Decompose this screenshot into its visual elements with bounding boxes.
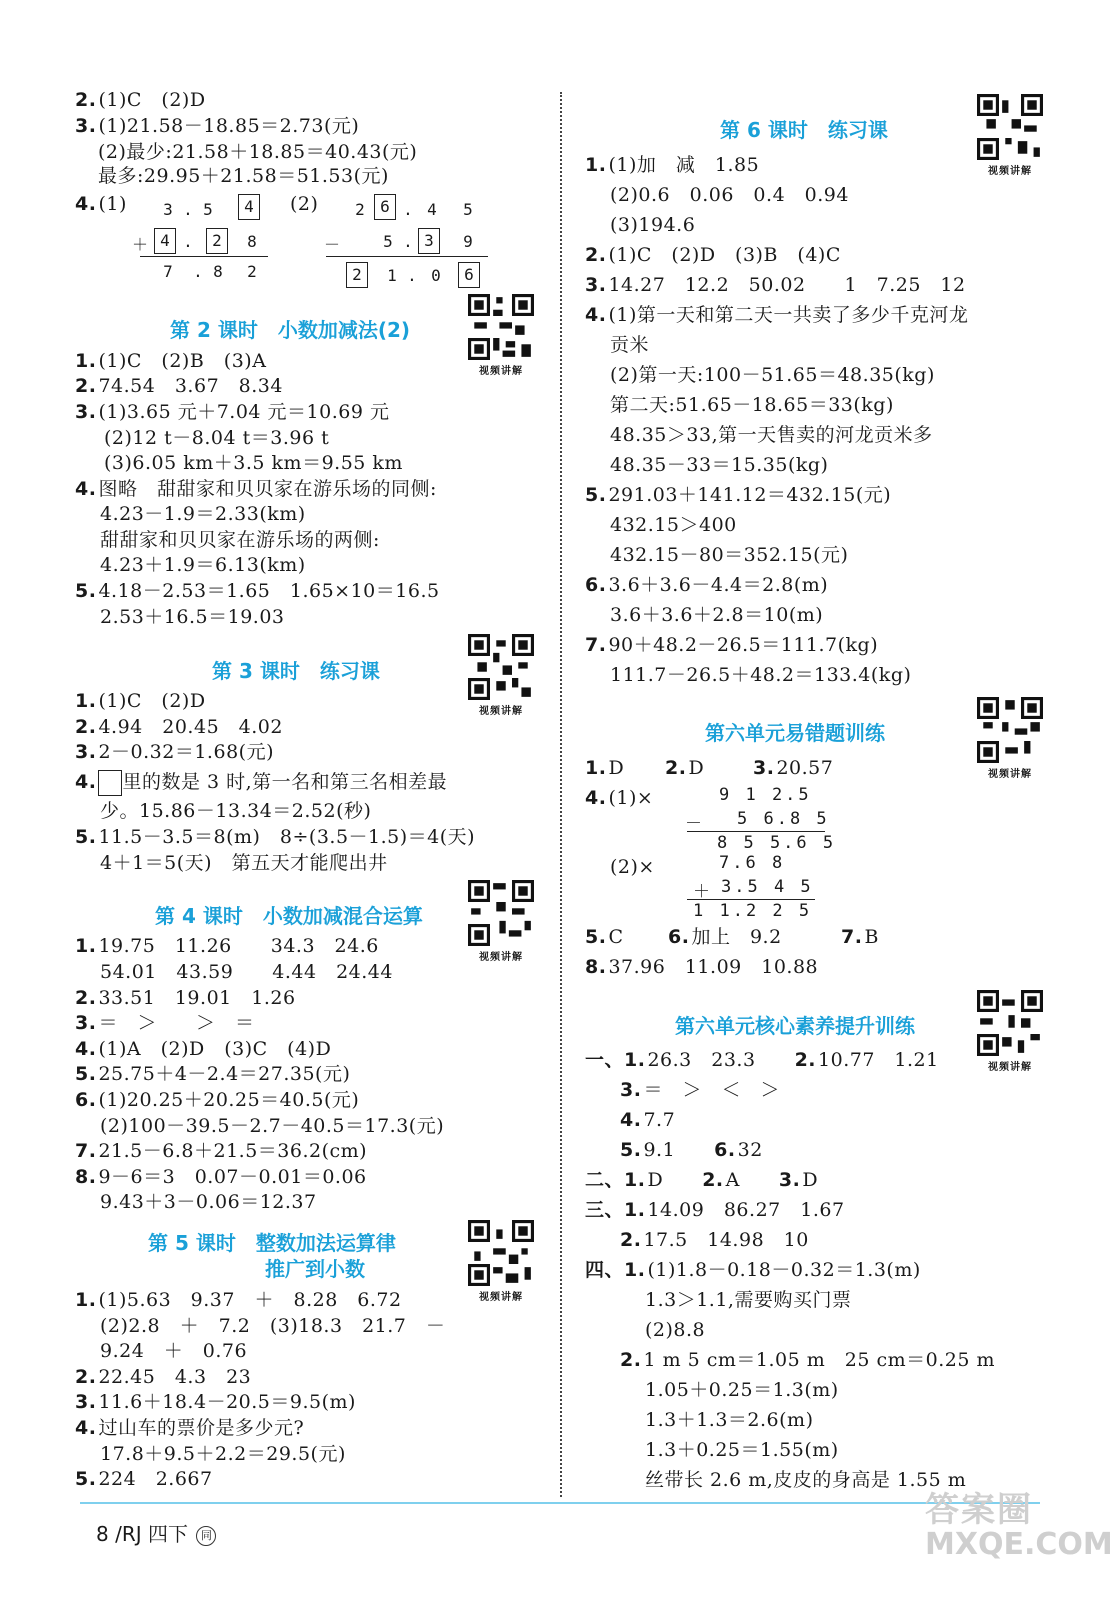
qr-code[interactable] (975, 697, 1045, 780)
answer-line: 17.8＋9.5＋2.2＝29.5(元) (100, 1443, 346, 1465)
page-number: 8 (96, 1522, 109, 1546)
answer-line: 2. 4.94 20.45 4.02 (75, 716, 283, 738)
answer-line: 2. 1 m 5 cm＝1.05 m 25 cm＝0.25 m (620, 1349, 996, 1371)
addend: 3.5 4 5 (721, 877, 814, 897)
answer-line: 7. 90＋48.2－26.5＝111.7(kg) (585, 634, 879, 656)
answer-line: 4. (1)第一天和第二天一共卖了多少千克河龙 (585, 304, 969, 326)
answer-line: 2. D (665, 757, 705, 779)
answer-line: 贡米 (610, 334, 650, 356)
answer-line: (2)第一天:100－51.65＝48.35(kg) (610, 364, 935, 386)
answer-line: 4.23－1.9＝2.33(km) (100, 503, 306, 525)
digit: 2 (247, 262, 257, 281)
answer-line: 1.3＞1.1,需要购买门票 (645, 1289, 852, 1311)
answer-line: 甜甜家和贝贝家在游乐场的两侧: (100, 529, 380, 551)
blank-box: 6 (374, 194, 396, 220)
digit: 7 (163, 262, 173, 281)
sum-rule (687, 899, 815, 900)
section-heading: 第 4 课时 小数加减混合运算 (155, 904, 423, 928)
answer-line: (3)194.6 (610, 214, 696, 236)
answer-line: 8. 9－6＝3 0.07－0.01＝0.06 (75, 1166, 367, 1188)
addend: 7.6 8 (719, 853, 786, 873)
answer-line: (2)8.8 (645, 1319, 706, 1341)
sum: 1 1.2 2 5 (693, 901, 813, 921)
answer-line: 432.15＞400 (610, 514, 737, 536)
vertical-subtraction (322, 197, 492, 286)
qr-caption: 视频讲解 (479, 952, 523, 963)
answer-line: (2) (290, 193, 319, 215)
answer-line: 丝带长 2.6 m,皮皮的身高是 1.55 m (645, 1469, 967, 1491)
edition-badge-icon: 同 (196, 1526, 216, 1546)
answer-line: 48.35－33＝15.35(kg) (610, 454, 829, 476)
minuend: 9 1 2.5 (719, 785, 812, 805)
qr-caption: 视频讲解 (479, 706, 523, 717)
qr-code-icon (466, 1220, 536, 1286)
digit: 0 (431, 266, 441, 285)
answer-line: 5. 25.75＋4－2.4＝27.35(元) (75, 1063, 351, 1085)
answer-line: 3. (1)3.65 元＋7.04 元＝10.69 元 (75, 401, 390, 423)
digit: . (403, 200, 413, 219)
answer-line: 6. (1)20.25＋20.25＝40.5(元) (75, 1089, 360, 1111)
qr-code-icon (466, 880, 536, 946)
section-heading: 第 5 课时 整数加法运算律 (148, 1231, 396, 1255)
answer-line: 3. 2－0.32＝1.68(元) (75, 741, 274, 763)
answer-line: 1. (1)C (2)B (3)A (75, 350, 267, 372)
answer-line: 2. (1)C (2)D (75, 89, 206, 111)
section-heading-line2: 推广到小数 (265, 1257, 365, 1281)
answer-line: (2)× (610, 856, 655, 878)
operator: － (323, 235, 340, 254)
digit: 9 (463, 232, 473, 251)
answer-line: 1.3＋0.25＝1.55(m) (645, 1439, 839, 1461)
answer-line: (2)12 t－8.04 t＝3.96 t (104, 427, 330, 449)
answer-line: 7. B (841, 926, 879, 948)
digit: . (407, 266, 417, 285)
answer-line: 111.7－26.5＋48.2＝133.4(kg) (610, 664, 912, 686)
answer-line: 4. (1) (75, 193, 127, 215)
answer-line: 9.24 ＋ 0.76 (100, 1340, 248, 1362)
operator: － (685, 814, 702, 834)
blank-box: 2 (346, 262, 368, 288)
qr-code[interactable] (975, 990, 1045, 1073)
answer-line: 6. 3.6＋3.6－4.4＝2.8(m) (585, 574, 829, 596)
difference: 8 5 5.6 5 (717, 833, 837, 853)
digit: 2 (355, 200, 365, 219)
answer-line: (3)6.05 km＋3.5 km＝9.55 km (104, 452, 403, 474)
answer-line: 5. 4.18－2.53＝1.65 1.65×10＝16.5 (75, 580, 440, 602)
digit: . (183, 200, 193, 219)
qr-code[interactable] (466, 634, 536, 717)
answer-line: 4＋1＝5(天) 第五天才能爬出井 (100, 852, 388, 874)
answer-line: 4. 7.7 (620, 1109, 676, 1131)
answer-line: 二、1. D 2. A 3. D (585, 1169, 819, 1191)
qr-caption: 视频讲解 (988, 769, 1032, 780)
answer-line: 3.6＋3.6＋2.8＝10(m) (610, 604, 824, 626)
answer-line: 2. 22.45 4.3 23 (75, 1366, 252, 1388)
answer-line: 三、1. 14.09 86.27 1.67 (585, 1199, 845, 1221)
answer-line: 4.23＋1.9＝6.13(km) (100, 554, 306, 576)
blank-box: 2 (206, 228, 228, 254)
answer-line: 3. 14.27 12.2 50.02 1 7.25 12 (585, 274, 966, 296)
qr-code[interactable] (975, 94, 1045, 177)
answer-line: 4. (1)× (585, 787, 654, 809)
vertical-addition (130, 197, 270, 281)
digit: . (403, 232, 413, 251)
answer-line: 5. 224 2.667 (75, 1468, 213, 1490)
column-divider (560, 92, 562, 1497)
sum-rule (140, 256, 268, 257)
digit: 5 (383, 232, 393, 251)
answer-line: 54.01 43.59 4.44 24.44 (100, 961, 393, 983)
digit: 5 (203, 200, 213, 219)
answer-line: 3. 20.57 (753, 757, 834, 779)
digit: 3 (163, 200, 173, 219)
vertical-addition (683, 853, 843, 927)
answer-line: 2.53＋16.5＝19.03 (100, 606, 285, 628)
section-heading: 第 6 课时 练习课 (720, 118, 888, 142)
answer-line: 1. (1)5.63 9.37 ＋ 8.28 6.72 (75, 1289, 402, 1311)
section-heading: 第 3 课时 练习课 (212, 659, 380, 683)
vertical-subtraction (683, 785, 843, 855)
answer-line: 一、1. 26.3 23.3 2. 10.77 1.21 (585, 1049, 939, 1071)
blank-box: 3 (418, 228, 440, 254)
subtrahend: 5 6.8 5 (737, 809, 830, 829)
answer-line: 5. 9.1 6. 32 (620, 1139, 763, 1161)
operator: ＋ (131, 235, 148, 254)
answer-line: 5. 291.03＋141.12＝432.15(元) (585, 484, 892, 506)
qr-caption: 视频讲解 (988, 166, 1032, 177)
answer-line: 3. (1)21.58－18.85＝2.73(元) (75, 115, 360, 137)
digit: 8 (247, 232, 257, 251)
blank-box (98, 770, 122, 796)
qr-code-icon (975, 990, 1045, 1056)
qr-caption: 视频讲解 (479, 366, 523, 377)
blank-box: 4 (238, 194, 260, 220)
answer-line: 2. (1)C (2)D (3)B (4)C (585, 244, 841, 266)
qr-caption: 视频讲解 (479, 1292, 523, 1303)
answer-line: 3. ＝ ＞ ＜ ＞ (620, 1079, 780, 1101)
answer-line: (2)2.8 ＋ 7.2 (3)18.3 21.7 － (100, 1315, 446, 1337)
answer-line: 最多:29.95＋21.58＝51.53(元) (98, 165, 389, 187)
footer-rule (80, 1502, 1040, 1504)
qr-code-icon (466, 634, 536, 700)
digit: . (193, 262, 203, 281)
answer-line: 5. 11.5－3.5＝8(m) 8÷(3.5－1.5)＝4(天) (75, 826, 476, 848)
page-footer (96, 1518, 216, 1547)
answer-line: 1.3＋1.3＝2.6(m) (645, 1409, 814, 1431)
answer-line: 四、1. (1)1.8－0.18－0.32＝1.3(m) (585, 1259, 921, 1281)
digit: . (183, 232, 193, 251)
answer-line: (2)100－39.5－2.7－40.5＝17.3(元) (100, 1115, 445, 1137)
answer-line: 1. D (585, 757, 625, 779)
answer-line: 9.43＋3－0.06＝12.37 (100, 1191, 317, 1213)
section-heading: 第六单元易错题训练 (705, 721, 885, 745)
qr-code[interactable] (466, 294, 536, 377)
answer-line: 7. 21.5－6.8＋21.5＝36.2(cm) (75, 1140, 368, 1162)
qr-code[interactable] (466, 880, 536, 963)
qr-code-icon (466, 294, 536, 360)
answer-line: 1. 19.75 11.26 34.3 24.6 (75, 935, 379, 957)
blank-box: 4 (154, 228, 176, 254)
answer-line: 4. 过山车的票价是多少元? (75, 1417, 305, 1439)
answer-line: 8. 37.96 11.09 10.88 (585, 956, 819, 978)
watermark (925, 1482, 1115, 1562)
answer-line: 少。15.86－13.34＝2.52(秒) (100, 800, 372, 822)
answer-line: 4. 图略 甜甜家和贝贝家在游乐场的同侧: (75, 478, 437, 500)
difference-rule (326, 256, 488, 257)
blank-box: 6 (458, 262, 480, 288)
answer-line: 第二天:51.65－18.65＝33(kg) (610, 394, 894, 416)
answer-line: 3. ＝ ＞ ＞ ＝ (75, 1012, 255, 1034)
digit: 5 (463, 200, 473, 219)
answer-line: 4. (1)A (2)D (3)C (4)D (75, 1038, 332, 1060)
digit: 1 (387, 266, 397, 285)
answer-line: 1. (1)加 减 1.85 (585, 154, 760, 176)
answer-line: 432.15－80＝352.15(元) (610, 544, 849, 566)
answer-line: (2)最少:21.58＋18.85＝40.43(元) (98, 141, 418, 163)
answer-line: 2. 74.54 3.67 8.34 (75, 375, 283, 397)
digit: 4 (427, 200, 437, 219)
qr-code-icon (975, 94, 1045, 160)
answer-line: 6. 加上 9.2 (668, 926, 782, 948)
answer-line: 48.35＞33,第一天售卖的河龙贡米多 (610, 424, 933, 446)
digit: 8 (213, 262, 223, 281)
answer-line: 1.05＋0.25＝1.3(m) (645, 1379, 839, 1401)
answer-line: 5. C (585, 926, 624, 948)
answer-line: 3. 11.6＋18.4－20.5＝9.5(m) (75, 1391, 356, 1413)
answer-line: 4. 里的数是 3 时,第一名和第三名相差最 (75, 770, 447, 796)
qr-code-icon (975, 697, 1045, 763)
answer-line: 1. (1)C (2)D (75, 690, 206, 712)
section-heading: 第六单元核心素养提升训练 (675, 1014, 915, 1038)
watermark-line1: 答案圈 (925, 1490, 1033, 1530)
qr-caption: 视频讲解 (988, 1062, 1032, 1073)
operator: ＋ (693, 882, 710, 902)
section-heading: 第 2 课时 小数加减法(2) (170, 318, 411, 342)
answer-line: 2. 33.51 19.01 1.26 (75, 987, 296, 1009)
qr-code[interactable] (466, 1220, 536, 1303)
book-label: /RJ 四下 (115, 1522, 188, 1546)
answer-line: (2)0.6 0.06 0.4 0.94 (610, 184, 849, 206)
difference-rule (687, 831, 825, 832)
answer-line: 2. 17.5 14.98 10 (620, 1229, 809, 1251)
watermark-line2: MXQE.COM (925, 1527, 1113, 1562)
